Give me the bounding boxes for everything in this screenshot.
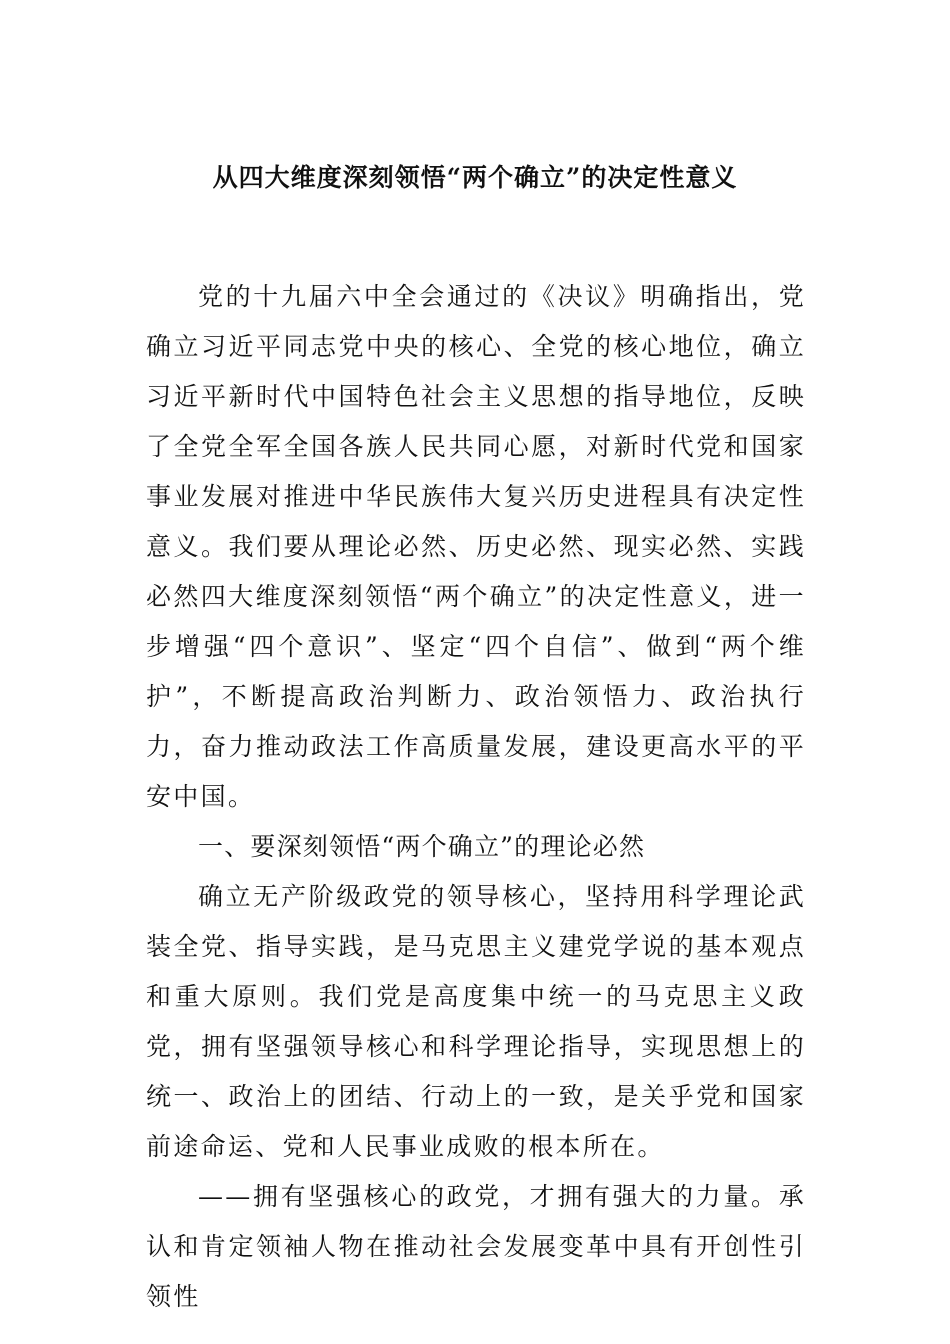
section-heading-1: 一、要深刻领悟“两个确立”的理论必然 (198, 832, 646, 861)
document-title: 从四大维度深刻领悟“两个确立”的决定性意义 (212, 163, 738, 192)
paragraph-section-1-point: ——拥有坚强核心的政党，才拥有强大的力量。承认和肯定领袖人物在推动社会发展变革中具有开创性引领性 (146, 1182, 806, 1311)
paragraph-intro: 党的十九届六中全会通过的《决议》明确指出，党确立习近平同志党中央的核心、全党的核心地位，确立习近平新时代中国特色社会主义思想的指导地位，反映了全党全军全国各族人民共同心愿，对新时代党和国家事业发展对推进中华民族伟大复兴历史进程具有决定性意义。我们要从理论必然、历史必然、现实必然、实践必然四大维度深刻领悟“两个确立”的决定性意义，进一步增强“四个意识”、坚定“四个自信”、做到“两个维护”，不断提高政治判断力、政治领悟力、政治执行力，奋力推动政法工作高质量发展，建设更高水平的平安中国。 (146, 282, 806, 811)
paragraph-section-1: 确立无产阶级政党的领导核心，坚持用科学理论武装全党、指导实践，是马克思主义建党学说的基本观点和重大原则。我们党是高度集中统一的马克思主义政党，拥有坚强领导核心和科学理论指导，实现思想上的统一、政治上的团结、行动上的一致，是关乎党和国家前途命运、党和人民事业成败的根本所在。 (146, 882, 806, 1161)
document-body (146, 272, 806, 1322)
